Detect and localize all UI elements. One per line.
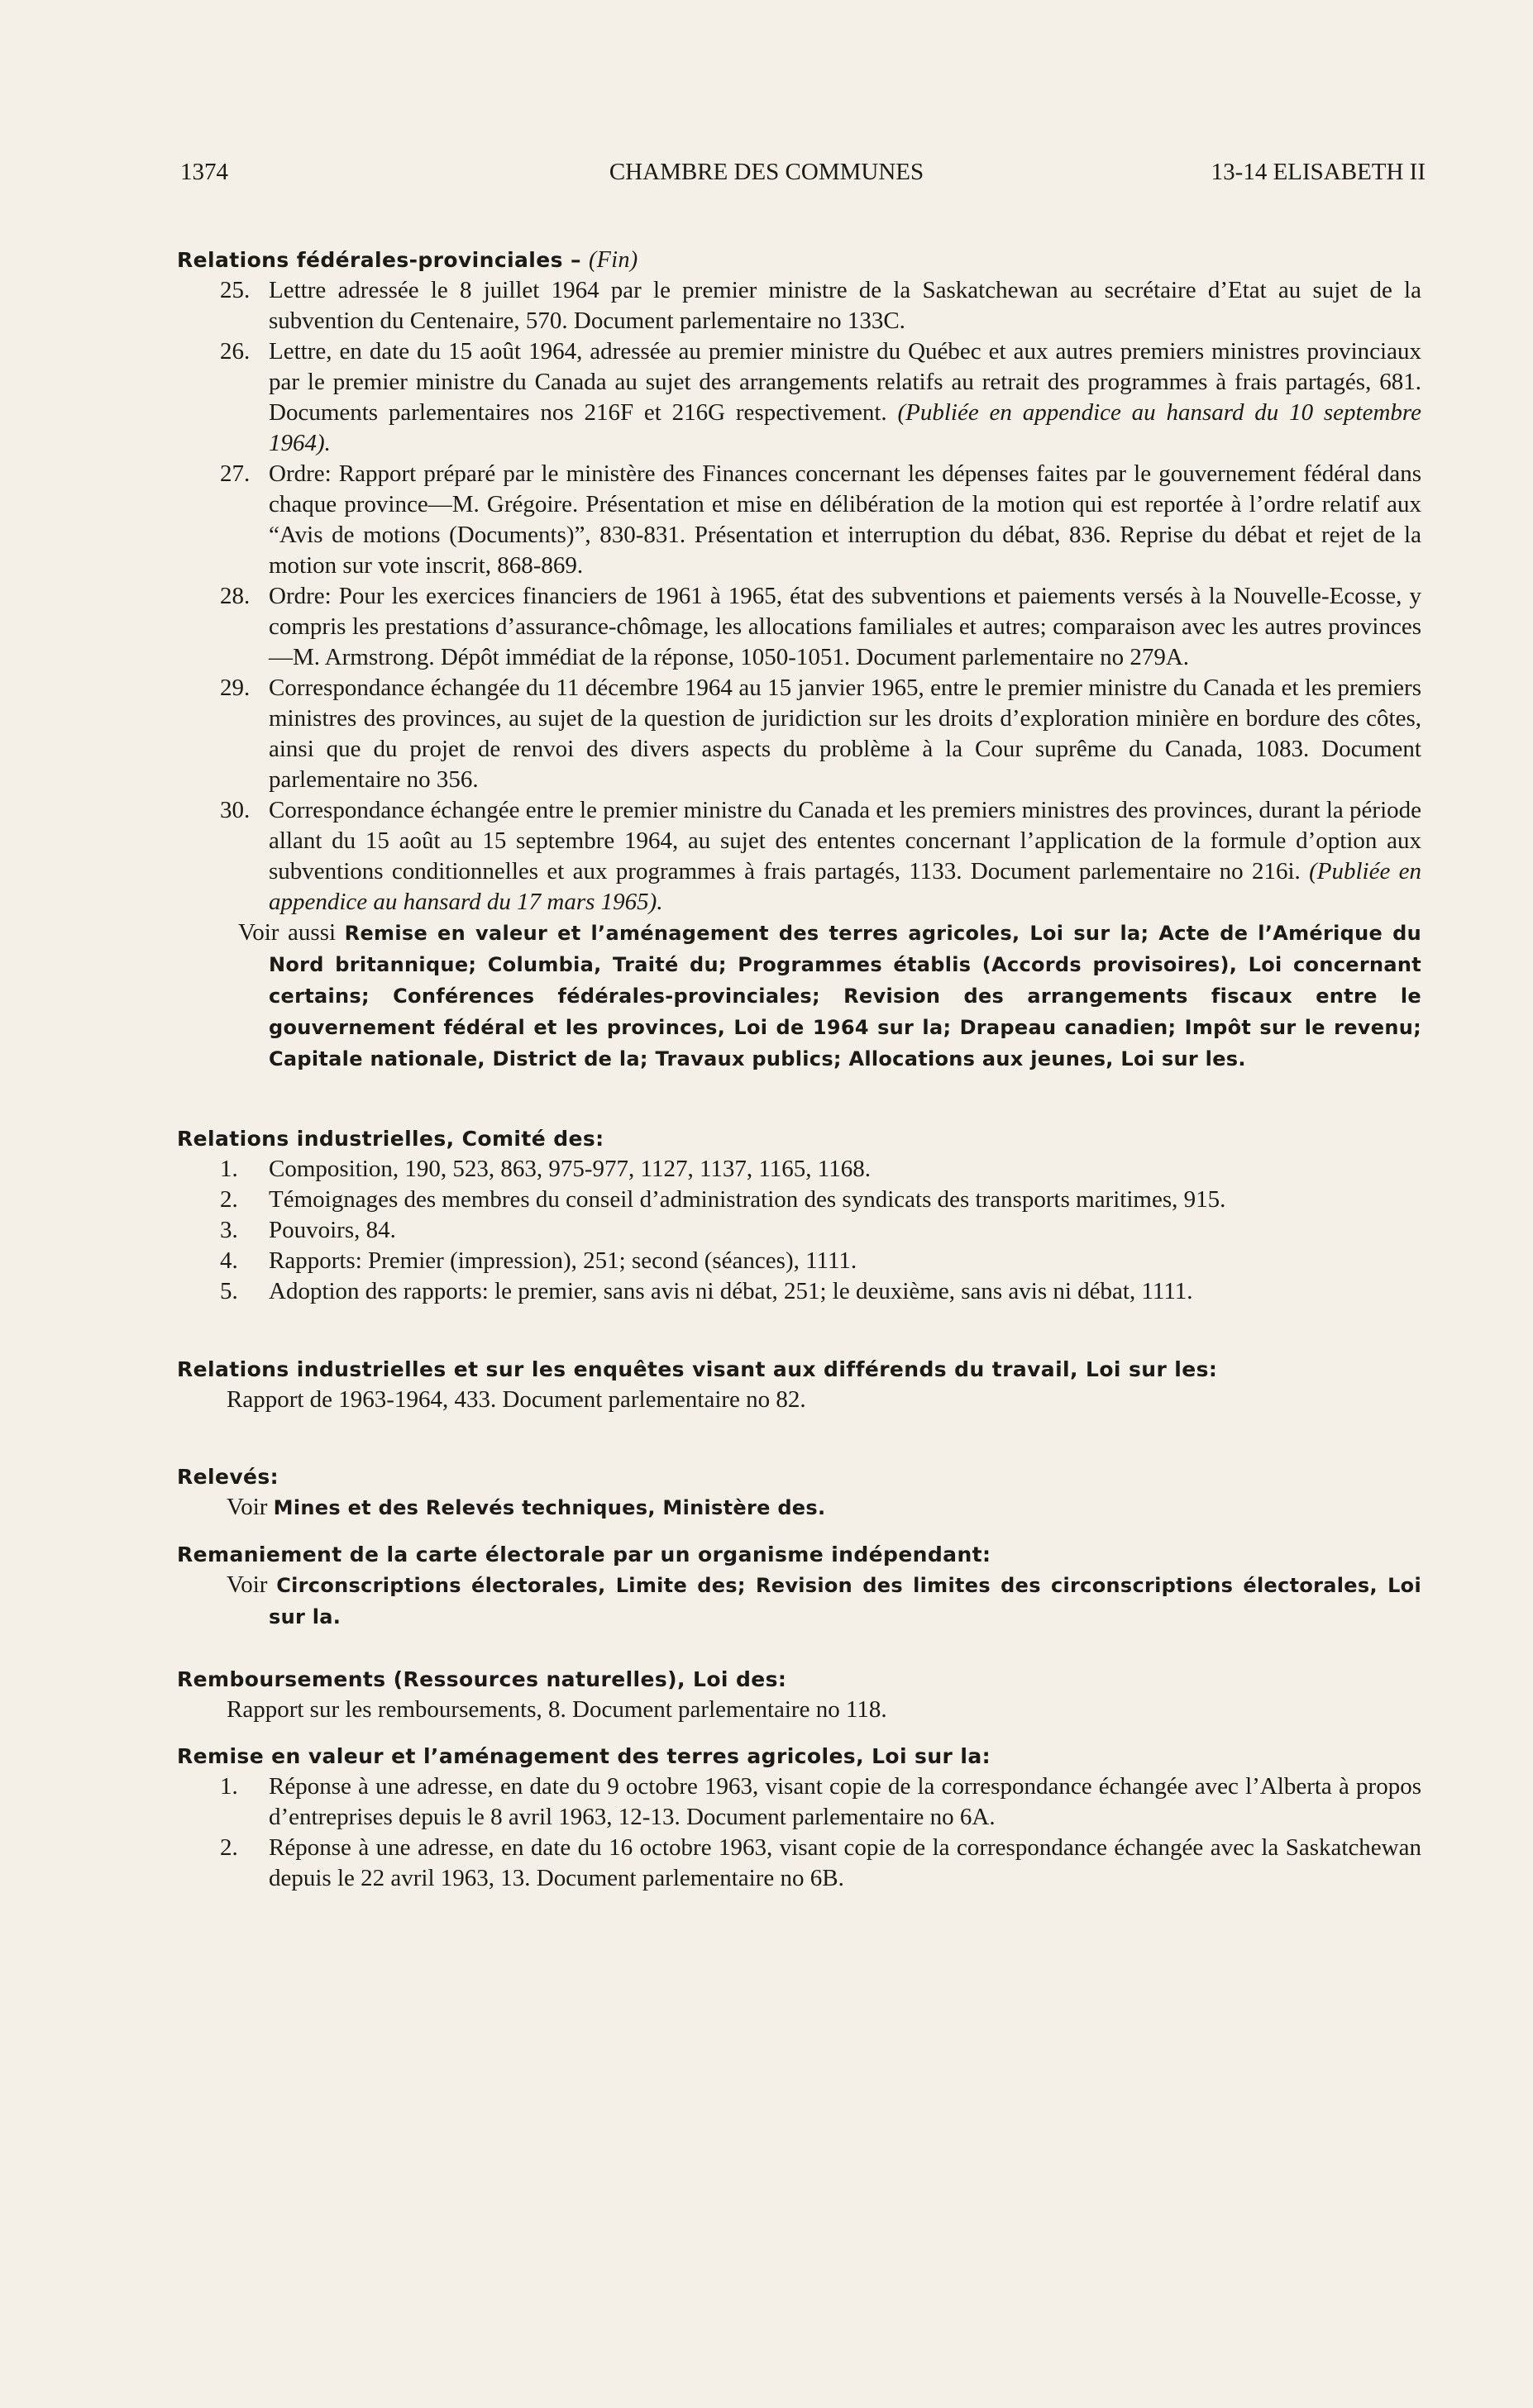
entry-number: 2. xyxy=(220,1186,238,1213)
entry-text: Composition, 190, 523, 863, 975-977, 1127, 1137, 1165, 1168. xyxy=(269,1156,871,1182)
see-prefix: Voir xyxy=(227,1571,268,1598)
section-heading: Remise en valeur et l’aménagement des terres agricoles, Loi sur la: xyxy=(177,1744,991,1768)
see-line xyxy=(177,1492,1421,1523)
entry-text: Ordre: Pour les exercices financiers de 1961 à 1965, état des subventions et paiements versés à la Nouvelle-Ecosse, y compris les prestations d’assurance-chômage, les allocations familiales et autres; comparaison avec les autres provinces—M. Armstrong. Dépôt immédiat de la réponse, 1050-1051. Document parlementaire no 279A. xyxy=(269,583,1421,670)
entry-number: 1. xyxy=(220,1773,238,1800)
running-header xyxy=(0,159,1533,192)
entry-text: Ordre: Rapport préparé par le ministère des Finances concernant les dépenses faites par le gouvernement fédéral dans chaque province—M. Grégoire. Présentation et mise en délibération de la motion qui est reportée à l’ordre relatif aux “Avis de motions (Documents)”, 830-831. Présentation et interruption du débat, 836. Reprise du débat et rejet de la motion sur vote inscrit, 868-869. xyxy=(269,460,1421,579)
entry-line: Rapport sur les remboursements, 8. Document parlementaire no 118. xyxy=(227,1696,887,1723)
section-heading: Remaniement de la carte électorale par un organisme indépendant: xyxy=(177,1543,991,1566)
section-remboursements xyxy=(177,1664,1421,1725)
entry-text: Réponse à une adresse, en date du 16 octobre 1963, visant copie de la correspondance échangée avec la Saskatchewan depuis le 22 avril 1963, 13. Document parlementaire no 6B. xyxy=(269,1834,1421,1891)
index-entry xyxy=(177,1771,1421,1833)
entry-number: 29. xyxy=(220,675,251,701)
entry-text: Témoignages des membres du conseil d’administration des syndicats des transports maritimes, 915. xyxy=(269,1186,1226,1213)
entry-text: Rapports: Premier (impression), 251; second (séances), 1111. xyxy=(269,1247,857,1274)
entry-text: Réponse à une adresse, en date du 9 octobre 1963, visant copie de la correspondance échangée avec l’Alberta à propos d’entreprises depuis le 8 avril 1963, 12-13. Document parlementaire no 6A. xyxy=(269,1773,1421,1830)
section-relations-industrielles-comite xyxy=(177,1123,1421,1307)
index-entry xyxy=(177,673,1421,795)
entry-number: 26. xyxy=(220,338,251,365)
entry-number: 5. xyxy=(220,1278,238,1304)
index-entry xyxy=(177,795,1421,918)
section-remise-en-valeur xyxy=(177,1741,1421,1894)
index-entry xyxy=(177,336,1421,459)
section-releves xyxy=(177,1461,1421,1523)
section-heading: Relevés: xyxy=(177,1465,279,1489)
see-also-references: Remise en valeur et l’aménagement des terres agricoles, Loi sur la; Acte de l’Amérique du Nord britannique; Columbia, Traité du; Programmes établis (Accords provisoires), Loi concernant certains; Conférences fédérales-provinciales; Revision des arrangements fiscaux entre le gouvernement fédéral et les provinces, Loi de 1964 sur la; Drapeau canadien; Impôt sur le revenu; Capitale nationale, District de la; Travaux publics; Allocations aux jeunes, Loi sur les. xyxy=(269,922,1421,1070)
see-references: Circonscriptions électorales, Limite des; Revision des limites des circonscriptions électorales, Loi sur la. xyxy=(269,1574,1421,1628)
entry-number: 30. xyxy=(220,797,251,823)
entry-text: Pouvoirs, 84. xyxy=(269,1217,396,1243)
index-entry xyxy=(177,275,1421,336)
section-remaniement-carte-electorale xyxy=(177,1539,1421,1633)
entry-number: 1. xyxy=(220,1156,238,1182)
entry-text: Lettre, en date du 15 août 1964, adressée au premier ministre du Québec et aux autres premiers ministres provinciaux par le premier ministre du Canada au sujet des arrangements relatifs au retrait des programmes à frais partagés, 681. Documents parlementaires nos 216F et 216G respectivement. xyxy=(269,338,1421,426)
page-number: 1374 xyxy=(180,159,228,185)
index-entry xyxy=(177,1185,1421,1215)
see-also-prefix: Voir aussi xyxy=(238,919,337,946)
entry-list xyxy=(177,1771,1421,1894)
index-entry xyxy=(177,1154,1421,1185)
entry-list xyxy=(177,1154,1421,1307)
entry-note: (Publiée en appendice au hansard du 17 mars 1965). xyxy=(269,858,1422,915)
index-entry xyxy=(177,581,1421,673)
entry-text: Lettre adressée le 8 juillet 1964 par le premier ministre de la Saskatchewan au secrétaire d’Etat au sujet de la subvention du Centenaire, 570. Document parlementaire no 133C. xyxy=(269,277,1421,334)
entry-text: Correspondance échangée du 11 décembre 1964 au 15 janvier 1965, entre le premier ministre du Canada et les premiers ministres des provinces, au sujet de la question de juridiction sur les droits d’exploration minière en bordure des côtes, ainsi que du projet de renvoi des divers aspects du problème à la Cour suprême du Canada, 1083. Document parlementaire no 356. xyxy=(269,675,1421,793)
heading-suffix: (Fin) xyxy=(589,247,638,273)
index-entry xyxy=(177,1215,1421,1246)
section-relations-federales-provinciales xyxy=(177,245,1421,1075)
index-entry xyxy=(177,1276,1421,1307)
see-line xyxy=(177,1570,1421,1633)
section-heading: Remboursements (Ressources naturelles), Loi des: xyxy=(177,1667,787,1691)
entry-note: (Publiée en appendice au hansard du 10 septembre 1964). xyxy=(269,399,1421,456)
section-heading: Relations industrielles et sur les enquêtes visant aux différends du travail, Loi sur les: xyxy=(177,1357,1218,1381)
index-entry xyxy=(177,459,1421,581)
section-heading: Relations industrielles, Comité des: xyxy=(177,1127,604,1151)
entry-number: 3. xyxy=(220,1217,238,1243)
entry-number: 28. xyxy=(220,583,251,609)
section-relations-industrielles-enquetes xyxy=(177,1354,1421,1415)
index-entry xyxy=(177,1833,1421,1894)
entry-line: Rapport de 1963-1964, 433. Document parlementaire no 82. xyxy=(227,1386,806,1413)
section-heading xyxy=(177,245,1421,275)
see-references: Mines et des Relevés techniques, Ministère des. xyxy=(273,1496,826,1519)
page-title: CHAMBRE DES COMMUNES xyxy=(609,159,924,185)
see-prefix: Voir xyxy=(227,1494,268,1520)
entry-number: 27. xyxy=(220,460,251,487)
heading-text: Relations fédérales-provinciales – xyxy=(177,248,581,272)
entry-text: Adoption des rapports: le premier, sans avis ni débat, 251; le deuxième, sans avis ni débat, 1111. xyxy=(269,1278,1193,1304)
entry-number: 2. xyxy=(220,1834,238,1861)
entry-number: 25. xyxy=(220,277,251,303)
entry-number: 4. xyxy=(220,1247,238,1274)
index-content xyxy=(177,245,1421,1894)
regnal-year: 13-14 ELISABETH II xyxy=(1211,159,1426,185)
see-also-paragraph xyxy=(177,918,1421,1075)
index-entry xyxy=(177,1246,1421,1276)
entry-text: Correspondance échangée entre le premier ministre du Canada et les premiers ministres des provinces, durant la période allant du 15 août au 15 septembre 1964, au sujet des ententes concernant l’application de la formule d’option aux subventions conditionnelles et aux programmes à frais partagés, 1133. Document parlementaire no 216i. xyxy=(269,797,1421,885)
entry-list xyxy=(177,275,1421,918)
